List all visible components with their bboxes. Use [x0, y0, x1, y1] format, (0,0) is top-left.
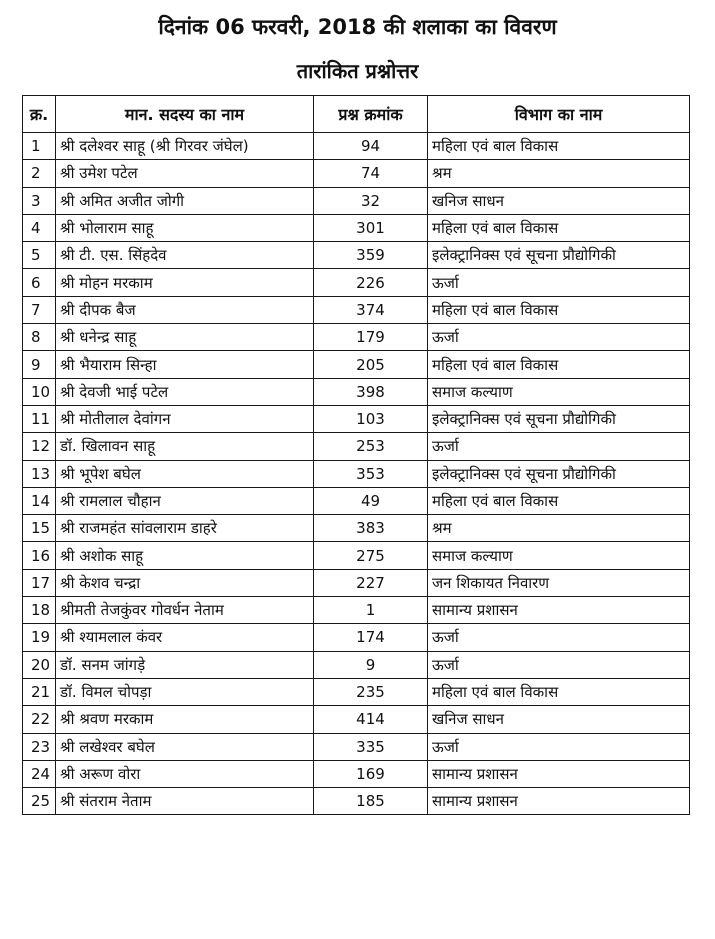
- table-row: [23, 733, 690, 760]
- member-name-cell: श्री भैयाराम सिन्हा: [56, 351, 314, 378]
- question-number-cell: 353: [314, 460, 428, 487]
- member-name-cell: श्री श्रवण मरकाम: [56, 706, 314, 733]
- question-number-cell: 226: [314, 269, 428, 296]
- table-row: [23, 597, 690, 624]
- serial-number-cell: 7: [23, 296, 56, 323]
- question-number-cell: 235: [314, 678, 428, 705]
- member-name-cell: श्री भूपेश बघेल: [56, 460, 314, 487]
- table-row: [23, 706, 690, 733]
- header-serial-number: क्र.: [23, 96, 56, 133]
- table-row: [23, 269, 690, 296]
- question-number-cell: 32: [314, 187, 428, 214]
- header-department-name: विभाग का नाम: [428, 96, 690, 133]
- serial-number-cell: 13: [23, 460, 56, 487]
- table-row: [23, 405, 690, 432]
- question-number-cell: 49: [314, 487, 428, 514]
- member-name-cell: श्री श्यामलाल कंवर: [56, 624, 314, 651]
- member-name-cell: डॉ. सनम जांगड़े: [56, 651, 314, 678]
- department-cell: ऊर्जा: [428, 269, 690, 296]
- table-row: [23, 788, 690, 815]
- serial-number-cell: 1: [23, 133, 56, 160]
- serial-number-cell: 11: [23, 405, 56, 432]
- department-cell: ऊर्जा: [428, 433, 690, 460]
- table-row: [23, 296, 690, 323]
- table-header-row: [23, 96, 690, 133]
- department-cell: समाज कल्याण: [428, 542, 690, 569]
- member-name-cell: श्री रामलाल चौहान: [56, 487, 314, 514]
- serial-number-cell: 9: [23, 351, 56, 378]
- table-row: [23, 651, 690, 678]
- question-number-cell: 94: [314, 133, 428, 160]
- serial-number-cell: 23: [23, 733, 56, 760]
- department-cell: सामान्य प्रशासन: [428, 597, 690, 624]
- table-row: [23, 242, 690, 269]
- department-cell: इलेक्ट्रानिक्स एवं सूचना प्रौद्योगिकी: [428, 242, 690, 269]
- question-number-cell: 253: [314, 433, 428, 460]
- department-cell: महिला एवं बाल विकास: [428, 133, 690, 160]
- member-name-cell: श्री राजमहंत सांवलाराम डाहरे: [56, 515, 314, 542]
- member-name-cell: श्री टी. एस. सिंहदेव: [56, 242, 314, 269]
- member-name-cell: श्री केशव चन्द्रा: [56, 569, 314, 596]
- member-name-cell: श्री देवजी भाई पटेल: [56, 378, 314, 405]
- question-number-cell: 383: [314, 515, 428, 542]
- member-name-cell: श्री अरूण वोरा: [56, 760, 314, 787]
- serial-number-cell: 15: [23, 515, 56, 542]
- department-cell: ऊर्जा: [428, 624, 690, 651]
- member-name-cell: डॉ. विमल चोपड़ा: [56, 678, 314, 705]
- member-name-cell: श्री अशोक साहू: [56, 542, 314, 569]
- member-name-cell: श्री अमित अजीत जोगी: [56, 187, 314, 214]
- question-number-cell: 359: [314, 242, 428, 269]
- table-row: [23, 569, 690, 596]
- member-name-cell: श्रीमती तेजकुंवर गोवर्धन नेताम: [56, 597, 314, 624]
- document-title: दिनांक 06 फरवरी, 2018 की शलाका का विवरण: [158, 15, 557, 39]
- department-cell: महिला एवं बाल विकास: [428, 214, 690, 241]
- department-cell: महिला एवं बाल विकास: [428, 351, 690, 378]
- serial-number-cell: 16: [23, 542, 56, 569]
- department-cell: महिला एवं बाल विकास: [428, 296, 690, 323]
- department-cell: ऊर्जा: [428, 733, 690, 760]
- department-cell: महिला एवं बाल विकास: [428, 487, 690, 514]
- question-number-cell: 185: [314, 788, 428, 815]
- question-number-cell: 374: [314, 296, 428, 323]
- question-number-cell: 179: [314, 324, 428, 351]
- table-row: [23, 624, 690, 651]
- serial-number-cell: 5: [23, 242, 56, 269]
- table-row: [23, 378, 690, 405]
- serial-number-cell: 6: [23, 269, 56, 296]
- serial-number-cell: 2: [23, 160, 56, 187]
- serial-number-cell: 25: [23, 788, 56, 815]
- serial-number-cell: 24: [23, 760, 56, 787]
- table-body: [23, 133, 690, 815]
- question-number-cell: 103: [314, 405, 428, 432]
- table-row: [23, 351, 690, 378]
- member-name-cell: श्री धनेन्द्र साहू: [56, 324, 314, 351]
- table-row: [23, 678, 690, 705]
- member-name-cell: श्री मोतीलाल देवांगन: [56, 405, 314, 432]
- table-row: [23, 324, 690, 351]
- table-row: [23, 433, 690, 460]
- question-number-cell: 275: [314, 542, 428, 569]
- question-number-cell: 174: [314, 624, 428, 651]
- question-number-cell: 74: [314, 160, 428, 187]
- document-subtitle: तारांकित प्रश्नोत्तर: [296, 59, 419, 83]
- member-name-cell: श्री दीपक बैज: [56, 296, 314, 323]
- serial-number-cell: 22: [23, 706, 56, 733]
- department-cell: खनिज साधन: [428, 706, 690, 733]
- table-row: [23, 515, 690, 542]
- table-row: [23, 187, 690, 214]
- member-name-cell: श्री संतराम नेताम: [56, 788, 314, 815]
- department-cell: ऊर्जा: [428, 324, 690, 351]
- question-number-cell: 9: [314, 651, 428, 678]
- member-name-cell: श्री उमेश पटेल: [56, 160, 314, 187]
- member-name-cell: श्री भोलाराम साहू: [56, 214, 314, 241]
- table-row: [23, 487, 690, 514]
- department-cell: जन शिकायत निवारण: [428, 569, 690, 596]
- table-row: [23, 760, 690, 787]
- department-cell: इलेक्ट्रानिक्स एवं सूचना प्रौद्योगिकी: [428, 405, 690, 432]
- table-row: [23, 133, 690, 160]
- header-member-name: मान. सदस्य का नाम: [56, 96, 314, 133]
- serial-number-cell: 14: [23, 487, 56, 514]
- question-number-cell: 227: [314, 569, 428, 596]
- serial-number-cell: 20: [23, 651, 56, 678]
- member-name-cell: श्री लखेश्वर बघेल: [56, 733, 314, 760]
- department-cell: ऊर्जा: [428, 651, 690, 678]
- serial-number-cell: 19: [23, 624, 56, 651]
- table-row: [23, 214, 690, 241]
- serial-number-cell: 18: [23, 597, 56, 624]
- question-number-cell: 301: [314, 214, 428, 241]
- table-row: [23, 542, 690, 569]
- question-number-cell: 205: [314, 351, 428, 378]
- serial-number-cell: 3: [23, 187, 56, 214]
- department-cell: खनिज साधन: [428, 187, 690, 214]
- member-name-cell: डॉ. खिलावन साहू: [56, 433, 314, 460]
- serial-number-cell: 17: [23, 569, 56, 596]
- department-cell: समाज कल्याण: [428, 378, 690, 405]
- question-number-cell: 335: [314, 733, 428, 760]
- serial-number-cell: 4: [23, 214, 56, 241]
- member-name-cell: श्री दलेश्वर साहू (श्री गिरवर जंघेल): [56, 133, 314, 160]
- question-number-cell: 1: [314, 597, 428, 624]
- table-row: [23, 460, 690, 487]
- department-cell: सामान्य प्रशासन: [428, 788, 690, 815]
- question-number-cell: 398: [314, 378, 428, 405]
- department-cell: सामान्य प्रशासन: [428, 760, 690, 787]
- question-number-cell: 169: [314, 760, 428, 787]
- serial-number-cell: 8: [23, 324, 56, 351]
- department-cell: इलेक्ट्रानिक्स एवं सूचना प्रौद्योगिकी: [428, 460, 690, 487]
- question-number-cell: 414: [314, 706, 428, 733]
- question-table: [22, 95, 690, 815]
- serial-number-cell: 21: [23, 678, 56, 705]
- member-name-cell: श्री मोहन मरकाम: [56, 269, 314, 296]
- table-row: [23, 160, 690, 187]
- serial-number-cell: 10: [23, 378, 56, 405]
- department-cell: श्रम: [428, 515, 690, 542]
- header-question-number: प्रश्न क्रमांक: [314, 96, 428, 133]
- department-cell: श्रम: [428, 160, 690, 187]
- department-cell: महिला एवं बाल विकास: [428, 678, 690, 705]
- serial-number-cell: 12: [23, 433, 56, 460]
